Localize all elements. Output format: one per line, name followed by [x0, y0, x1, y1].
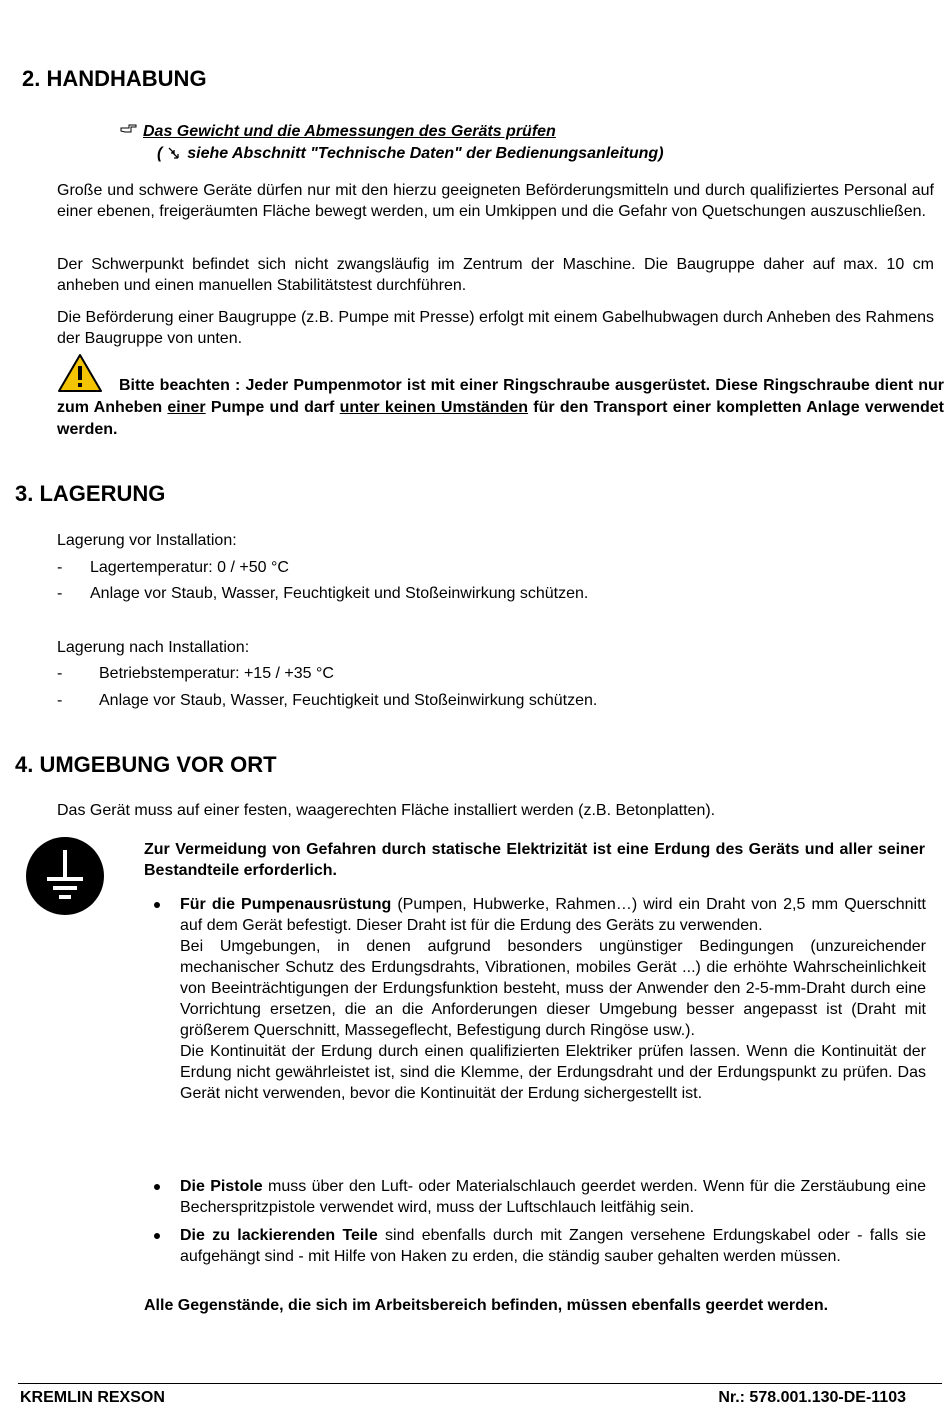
footer-divider — [18, 1383, 942, 1384]
note-line-see-section — [157, 143, 664, 164]
bullet-pump-equipment — [180, 894, 926, 1104]
storage-before-item: Anlage vor Staub, Wasser, Feuchtigkeit und Stoßeinwirkung schützen. — [90, 585, 589, 602]
bullet-gun — [180, 1176, 926, 1218]
note-line-check-weight: Das Gewicht und die Abmessungen des Geräts prüfen — [143, 123, 556, 140]
bullet-dot — [154, 902, 160, 908]
bullet-text: Die Kontinuität der Erdung durch einen qualifizierten Elektriker prüfen lassen. Wenn die Kontinuität der Erdung nicht gewährleistet ist, sind die Klemme, der Erdungsdraht und der Erdungspunkt zu prüfen. Das Gerät nicht verwenden, bevor die Kontinuität der Erdung sichergestellt ist. — [180, 1043, 926, 1102]
dash-bullet: - — [57, 665, 63, 682]
dash-bullet: - — [57, 559, 63, 576]
list-item — [152, 1225, 926, 1267]
pointing-hand-icon — [120, 121, 138, 142]
section-title-umgebung: 4. UMGEBUNG VOR ORT — [15, 752, 277, 777]
dash-bullet: - — [57, 585, 63, 602]
warning-underline-2: unter keinen Umständen — [339, 399, 529, 416]
warning-underline-1: einer — [167, 399, 206, 416]
bullet-text: muss über den Luft- oder Materialschlauch geerdet werden. Wenn für die Zerstäubung eine Becherspritzpistole verwendet wird, muss der Luftschlauch leitfähig sein. — [180, 1178, 926, 1216]
section-title-lagerung: 3. LAGERUNG — [15, 481, 166, 506]
footer-doc-number: Nr.: 578.001.130-DE-1103 — [718, 1389, 906, 1406]
warning-text-1: Bitte beachten : Jeder Pumpenmotor ist mit einer Ringschraube ausgerüstet. Diese Ringschraube dient nur zum Anheben — [57, 377, 944, 416]
list-item — [152, 1176, 926, 1218]
storage-after-item: Betriebstemperatur: +15 / +35 °C — [99, 665, 334, 682]
dash-bullet: - — [57, 692, 63, 709]
bullet-dot — [154, 1233, 160, 1239]
storage-before-item: Lagertemperatur: 0 / +50 °C — [90, 559, 289, 576]
storage-after-item: Anlage vor Staub, Wasser, Feuchtigkeit und Stoßeinwirkung schützen. — [99, 692, 598, 709]
paragraph-center-of-gravity: Der Schwerpunkt befindet sich nicht zwangsläufig im Zentrum der Maschine. Die Baugruppe daher auf max. 10 cm anheben und einen manuellen Stabilitätstest durchführen. — [57, 256, 934, 294]
bullet-text: (Pumpen, Hubwerke, Rahmen…) wird ein Draht von 2,5 mm Querschnitt auf dem Gerät befestigt. Dieser Draht ist für die Erdung des Geräts zu verwenden. — [180, 896, 927, 934]
storage-before-label: Lagerung vor Installation: — [57, 532, 237, 549]
warning-ring-bolt — [57, 375, 944, 441]
arrow-icon — [167, 143, 183, 164]
bullet-parts — [180, 1225, 926, 1267]
bullet-dot — [154, 1184, 160, 1190]
warning-text-2: Pumpe und darf — [205, 399, 340, 416]
bullet-text: sind ebenfalls durch mit Zangen versehene Erdungskabel oder - falls sie aufgehängt sind - mit Hilfe von Haken zu erden, die ständig sauber gehalten werden müssen. — [180, 1227, 927, 1265]
grounding-heading: Zur Vermeidung von Gefahren durch statische Elektrizität ist eine Erdung des Geräts und aller seiner Bestandteile erforderlich. — [144, 841, 925, 879]
footer-company: KREMLIN REXSON — [20, 1389, 165, 1406]
paragraph-surface: Das Gerät muss auf einer festen, waagerechten Fläche installiert werden (z.B. Betonplatten). — [57, 802, 716, 819]
note-see-text: siehe Abschnitt "Technische Daten" der Bedienungsanleitung) — [187, 145, 664, 162]
note-paren: ( — [157, 145, 163, 162]
list-item — [152, 894, 926, 1104]
paragraph-heavy-equipment: Große und schwere Geräte dürfen nur mit den hierzu geeigneten Beförderungsmitteln und durch qualifiziertes Personal auf einer ebenen, freigeräumten Fläche bewegt werden, um ein Umkippen und die Gefahr von Quetschungen auszuschließen. — [57, 182, 934, 220]
ground-symbol-icon — [25, 836, 105, 922]
closing-statement: Alle Gegenstände, die sich im Arbeitsbereich befinden, müssen ebenfalls geerdet werden. — [144, 1297, 829, 1314]
paragraph-transport: Die Beförderung einer Baugruppe (z.B. Pumpe mit Presse) erfolgt mit einem Gabelhubwagen durch Anheben des Rahmens der Baugruppe von unten. — [57, 309, 934, 347]
storage-after-label: Lagerung nach Installation: — [57, 639, 250, 656]
section-title-handhabung: 2. HANDHABUNG — [22, 66, 207, 91]
bullet-bold: Die zu lackierenden Teile — [180, 1227, 378, 1244]
bullet-bold: Für die Pumpenausrüstung — [180, 896, 392, 913]
bullet-bold: Die Pistole — [180, 1178, 263, 1195]
warning-text-3: für den Transport einer kompletten Anlage verwendet werden. — [57, 399, 945, 438]
bullet-text: Bei Umgebungen, in denen aufgrund besonders ungünstiger Bedingungen (unzureichender mechanischer Schutz des Erdungsdrahts, Vibrationen, mobiles Gerät ...) die erhöhte Wahrscheinlichkeit von Beeinträchtigungen der Erdungsfunktion besteht, muss der Anwender den 2-5-mm-Draht durch eine Vorrichtung ersetzen, die an die Anforderungen dieser Umgebung besser angepasst ist (Draht mit größerem Querschnitt, Massegeflecht, Befestigung durch Ringöse usw.). — [180, 938, 926, 1039]
